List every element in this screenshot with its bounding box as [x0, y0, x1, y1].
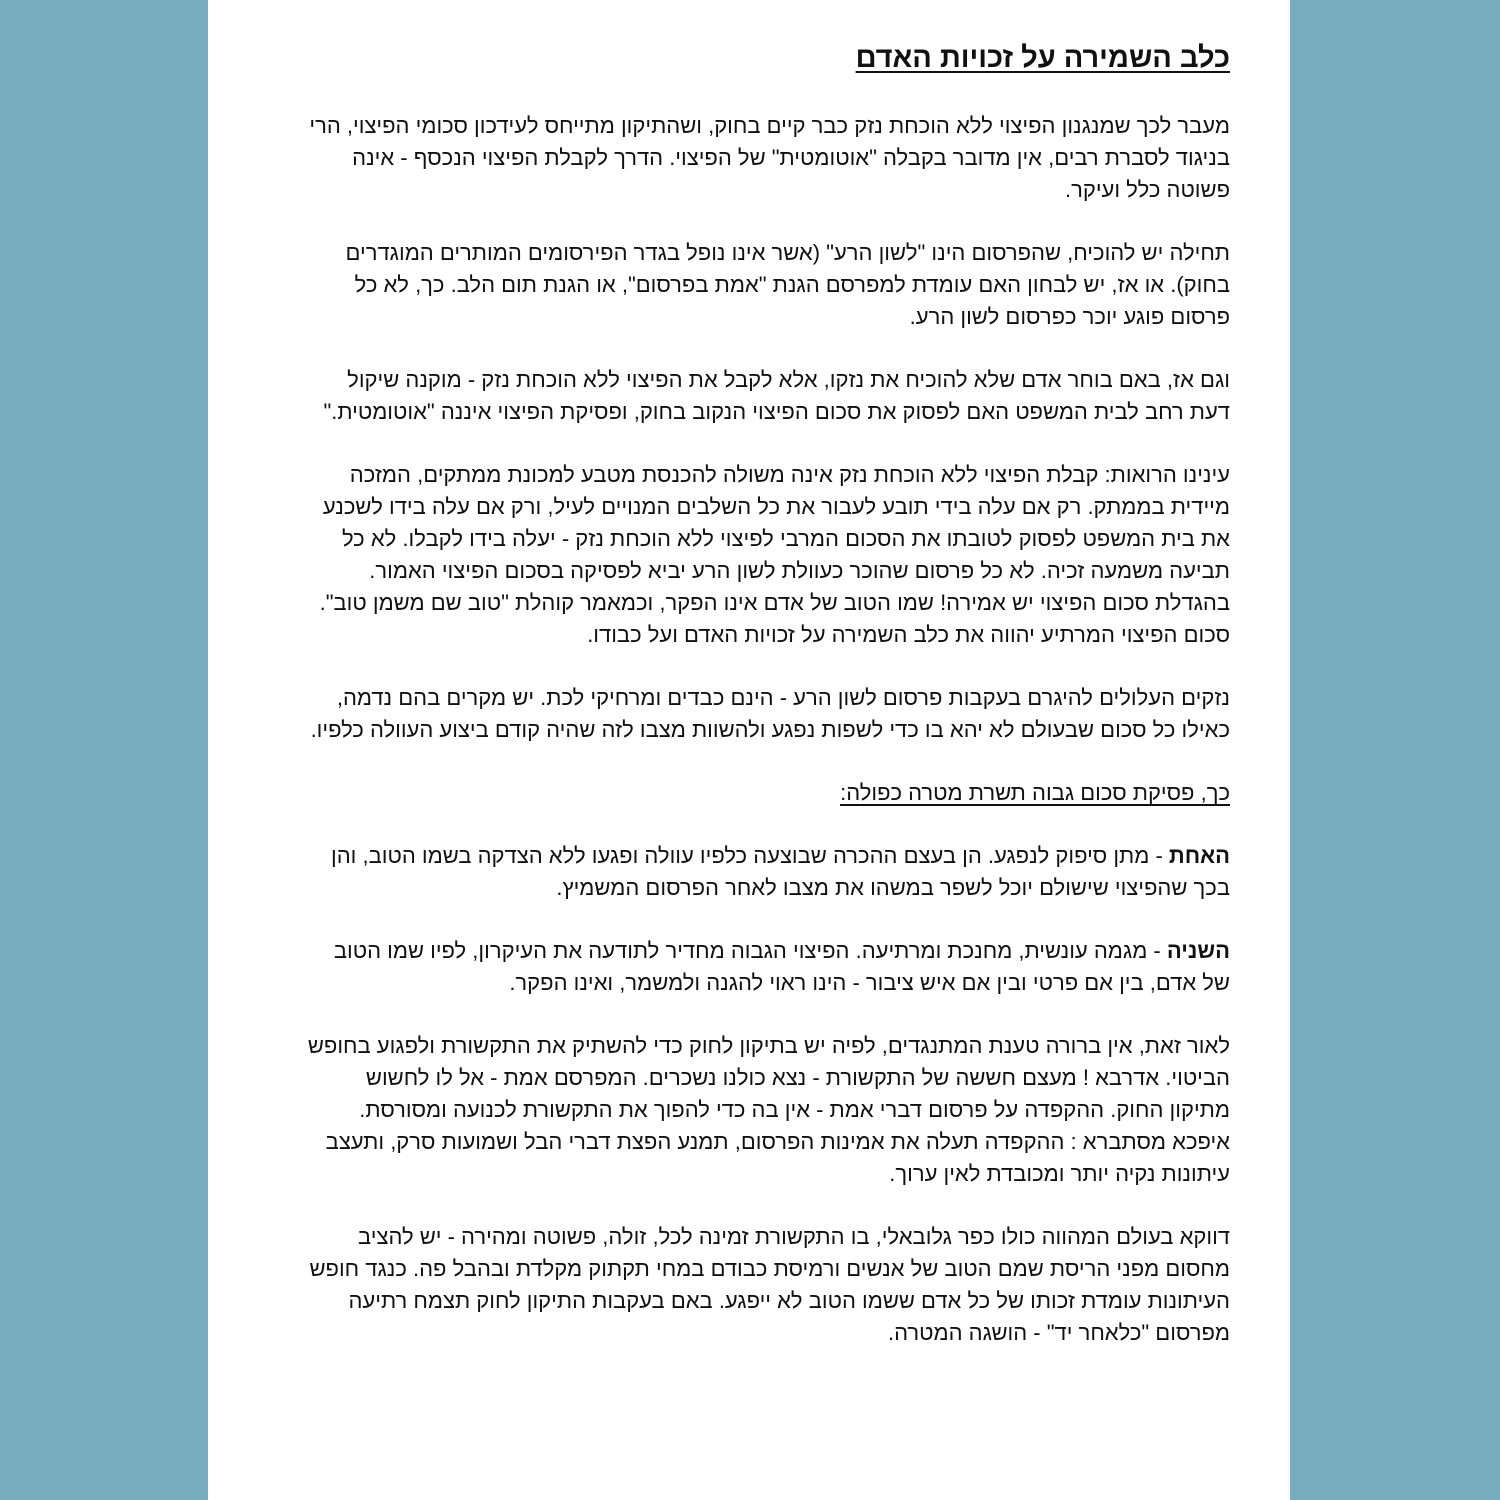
document-page [208, 0, 1290, 1500]
paragraph-3: וגם אז, באם בוחר אדם שלא להוכיח את נזקו, אלא לקבל את הפיצוי ללא הוכחת נזק - מוקנה שיקול דעת רחב לבית המשפט האם לפסוק את סכום הפיצוי הנקוב בחוק, ופסיקת הפיצוי איננה "אוטומטית." [323, 367, 1230, 424]
paragraph-1: מעבר לכך שמנגנון הפיצוי ללא הוכחת נזק כבר קיים בחוק, ושהתיקון מתייחס לעידכון סכומי הפיצוי, הרי בניגוד לסברת רבים, אין מדובר בקבלה "אוטומטית" של הפיצוי. הדרך לקבלת הפיצוי הנכסף - אינה פשוטה כלל ועיקר. [309, 113, 1230, 202]
purpose-second-paragraph [304, 935, 1230, 999]
closing-paragraph-2: דווקא בעולם המהווה כולו כפר גלובאלי, בו התקשורת זמינה לכל, זולה, פשוטה ומהירה - יש להציב מחסום מפני הריסת שמם הטוב של אנשים ורמיסת כבודם במחי תקתוק מקלדת ובהבל פה. כנגד חופש העיתונות עומדת זכותו של כל אדם ששמו הטוב לא ייפגע. באם בעקבות התיקון לחוק תצמח רתיעה מפרסום "כלאחר יד" - הושגה המטרה. [309, 1224, 1230, 1345]
document-body [304, 40, 1230, 1380]
document-title: כלב השמירה על זכויות האדם [855, 42, 1230, 74]
purpose-second-lead: השניה [1166, 938, 1230, 963]
purpose-second-text: - מגמה עונשית, מחנכת ומרתיעה. הפיצוי הגבוה מחדיר לתודעה את העיקרון, לפיו שמו הטוב של אדם, בין אם פרטי ובין אם איש ציבור - הינו ראוי להגנה ולמשמר, ואינו הפקר. [333, 938, 1230, 995]
double-purpose-heading: כך, פסיקת סכום גבוה תשרת מטרה כפולה: [840, 780, 1230, 805]
paragraph-2: תחילה יש להוכיח, שהפרסום הינו "לשון הרע" (אשר אינו נופל בגדר הפירסומים המותרים המוגדרים בחוק). או אז, יש לבחון האם עומדת למפרסם הגנת "אמת בפרסום", או הגנת תום הלב. כך, לא כל פרסום פוגע יוכר כפרסום לשון הרע. [345, 240, 1230, 329]
purpose-first-lead: האחת [1168, 843, 1230, 868]
purpose-first-text: - מתן סיפוק לנפגע. הן בעצם ההכרה שבוצעה כלפיו עוולה ופגעו ללא הצדקה בשמו הטוב, והן בכך שהפיצוי שישולם יוכל לשפר במשהו את מצבו לאחר הפרסום המשמיץ. [331, 843, 1230, 900]
closing-paragraph-1: לאור זאת, אין ברורה טענת המתנגדים, לפיה יש בתיקון לחוק כדי להשתיק את התקשורת ולפגוע בחופש הביטוי. אדרבא ! מעצם חששה של התקשורת - נצא כולנו נשכרים. המפרסם אמת - אל לו לחשוש מתיקון החוק. ההקפדה על פרסום דברי אמת - אין בה כדי להפוך את התקשורת לכנועה ומסורסת. איפכא מסתברא : ההקפדה תעלה את אמינות הפרסום, תמנע הפצת דברי הבל ושמועות סרק, ותעצב עיתונות נקיה יותר ומכובדת לאין ערוך. [307, 1033, 1230, 1186]
purpose-first-paragraph [304, 840, 1230, 904]
paragraph-4: עינינו הרואות: קבלת הפיצוי ללא הוכחת נזק אינה משולה להכנסת מטבע למכונת ממתקים, המזכה מיידית בממתק. רק אם עלה בידי תובע לעבור את כל השלבים המנויים לעיל, ורק אם עלה בידו לשכנע את בית המשפט לפסוק לטובתו את הסכום המרבי לפיצוי ללא הוכחת נזק - יעלה בידו לקבלו. לא כל תביעה משמעה זכיה. לא כל פרסום שהוכר כעוולת לשון הרע יביא לפסיקה בסכום הפיצוי האמור. בהגדלת סכום הפיצוי יש אמירה! שמו הטוב של אדם אינו הפקר, וכמאמר קוהלת "טוב שם משמן טוב". סכום הפיצוי המרתיע יהווה את כלב השמירה על זכויות האדם ועל כבודו. [319, 462, 1230, 647]
paragraph-5: נזקים העלולים להיגרם בעקבות פרסום לשון הרע - הינם כבדים ומרחיקי לכת. יש מקרים בהם נדמה, כאילו כל סכום שבעולם לא יהא בו כדי לשפות נפגע ולהשוות מצבו לזה שהיה קודם ביצוע העוולה כלפיו. [310, 685, 1230, 742]
